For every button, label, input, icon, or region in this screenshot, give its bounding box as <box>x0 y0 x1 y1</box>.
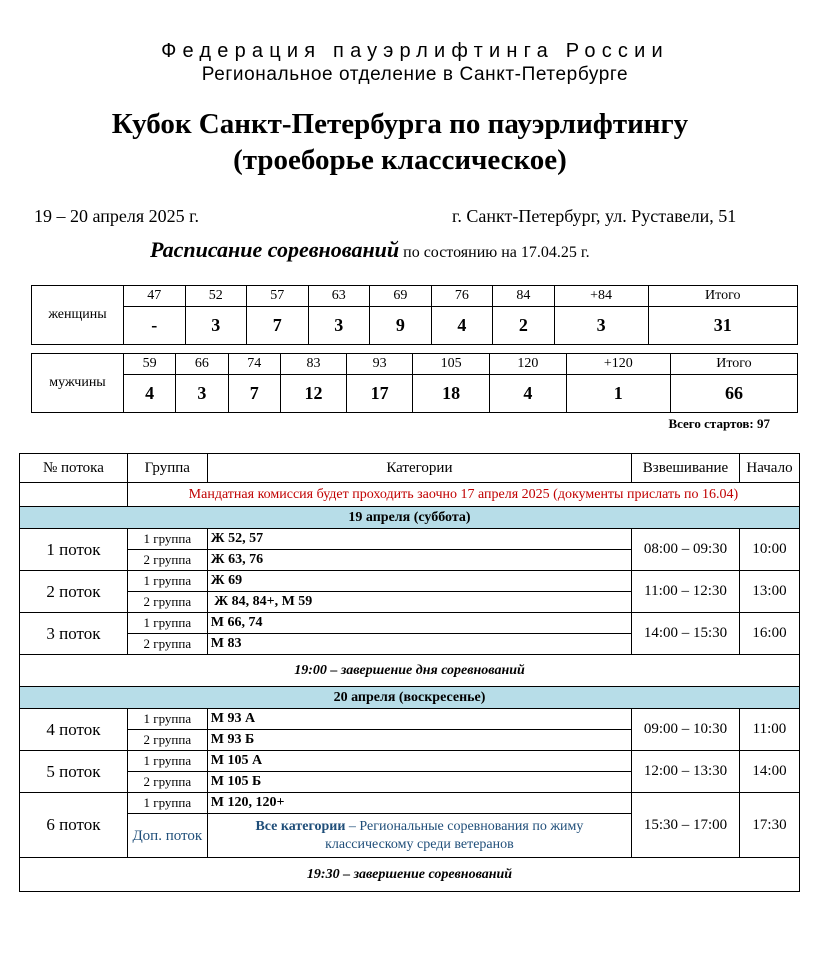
group-label: 2 группа <box>127 592 207 613</box>
categories-cell: М 93 Б <box>207 730 631 751</box>
men-cat: Итого <box>670 354 797 375</box>
day2-end: 19:30 – завершение соревнований <box>20 858 800 892</box>
header-categories: Категории <box>207 454 631 483</box>
extra-flow-label: Доп. поток <box>127 814 207 858</box>
women-label: женщины <box>32 286 124 345</box>
men-cat: 93 <box>347 354 413 375</box>
men-count: 3 <box>176 375 228 413</box>
extra-flow-all-categories: Все категории <box>255 818 346 834</box>
group-label: 1 группа <box>127 529 207 550</box>
regional-office: Региональное отделение в Санкт-Петербурге <box>201 64 629 85</box>
schedule-title: Расписание соревнований <box>150 237 400 262</box>
men-table <box>31 353 798 413</box>
page-title: Кубок Санкт-Петербурга по пауэрлифтингу <box>111 108 689 140</box>
group-label: 1 группа <box>127 613 207 634</box>
flow-name: 4 поток <box>20 709 128 751</box>
categories-cell: М 105 Б <box>207 772 631 793</box>
total-starts: Всего стартов: 97 <box>668 416 770 431</box>
day1-header: 19 апреля (суббота) <box>20 507 800 529</box>
start-time: 17:30 <box>739 793 799 858</box>
header-group: Группа <box>127 454 207 483</box>
group-label: 1 группа <box>127 709 207 730</box>
women-cat: +84 <box>554 286 648 307</box>
categories-cell: М 83 <box>207 634 631 655</box>
header-weighing: Взвешивание <box>632 454 740 483</box>
event-dates: 19 – 20 апреля 2025 г. <box>34 206 199 226</box>
categories-cell: Ж 69 <box>207 571 631 592</box>
weighing-time: 08:00 – 09:30 <box>632 529 740 571</box>
women-count: 3 <box>308 307 370 345</box>
women-count: 4 <box>431 307 493 345</box>
men-cat: 66 <box>176 354 228 375</box>
weighing-time: 14:00 – 15:30 <box>632 613 740 655</box>
extra-flow-description: – Региональные соревнования по жиму классическому среди ветеранов <box>325 818 584 852</box>
men-count: 4 <box>489 375 566 413</box>
men-cat: 59 <box>124 354 176 375</box>
day2-header: 20 апреля (воскресенье) <box>20 687 800 709</box>
group-label: 2 группа <box>127 730 207 751</box>
weighing-time: 15:30 – 17:00 <box>632 793 740 858</box>
start-time: 16:00 <box>739 613 799 655</box>
men-count: 18 <box>413 375 490 413</box>
mandate-notice: Мандатная комиссия будет проходить заочно 17 апреля 2025 (документы прислать по 16.04) <box>127 483 799 507</box>
day1-end: 19:00 – завершение дня соревнований <box>20 655 800 687</box>
men-count: 12 <box>280 375 346 413</box>
mandate-spacer <box>20 483 128 507</box>
men-cat: 120 <box>489 354 566 375</box>
women-cat: 47 <box>124 286 186 307</box>
page-subtitle: (троеборье классическое) <box>233 144 567 176</box>
schedule-table <box>19 453 800 892</box>
weighing-time: 12:00 – 13:30 <box>632 751 740 793</box>
women-cat: Итого <box>648 286 797 307</box>
men-count: 1 <box>566 375 670 413</box>
women-table <box>31 285 798 345</box>
flow-name: 6 поток <box>20 793 128 858</box>
women-count: 7 <box>247 307 309 345</box>
start-time: 13:00 <box>739 571 799 613</box>
men-count: 7 <box>228 375 280 413</box>
women-count: 9 <box>370 307 432 345</box>
women-count: 2 <box>493 307 555 345</box>
women-count: - <box>124 307 186 345</box>
women-count: 3 <box>554 307 648 345</box>
group-label: 1 группа <box>127 571 207 592</box>
extra-flow-categories <box>207 814 631 858</box>
start-time: 14:00 <box>739 751 799 793</box>
men-label: мужчины <box>32 354 124 413</box>
start-time: 11:00 <box>739 709 799 751</box>
group-label: 2 группа <box>127 634 207 655</box>
categories-cell: Ж 52, 57 <box>207 529 631 550</box>
flow-name: 1 поток <box>20 529 128 571</box>
categories-cell: Ж 84, 84+, М 59 <box>207 592 631 613</box>
header-flow: № потока <box>20 454 128 483</box>
categories-cell: Ж 63, 76 <box>207 550 631 571</box>
men-cat: +120 <box>566 354 670 375</box>
flow-name: 2 поток <box>20 571 128 613</box>
men-count: 4 <box>124 375 176 413</box>
group-label: 2 группа <box>127 772 207 793</box>
federation-name: Федерация пауэрлифтинга России <box>161 40 669 62</box>
schedule-status: по состоянию на 17.04.25 г. <box>399 244 590 261</box>
men-cat: 74 <box>228 354 280 375</box>
men-count: 17 <box>347 375 413 413</box>
women-cat: 57 <box>247 286 309 307</box>
women-cat: 69 <box>370 286 432 307</box>
group-label: 1 группа <box>127 793 207 814</box>
categories-cell: М 120, 120+ <box>207 793 631 814</box>
men-cat: 105 <box>413 354 490 375</box>
men-count: 66 <box>670 375 797 413</box>
categories-cell: М 105 А <box>207 751 631 772</box>
group-label: 2 группа <box>127 550 207 571</box>
header-start: Начало <box>739 454 799 483</box>
flow-name: 5 поток <box>20 751 128 793</box>
women-cat: 76 <box>431 286 493 307</box>
weighing-time: 11:00 – 12:30 <box>632 571 740 613</box>
women-count: 3 <box>185 307 247 345</box>
women-cat: 84 <box>493 286 555 307</box>
event-place: г. Санкт-Петербург, ул. Руставели, 51 <box>452 206 737 226</box>
categories-cell: М 66, 74 <box>207 613 631 634</box>
women-count: 31 <box>648 307 797 345</box>
schedule-heading <box>150 237 590 263</box>
women-cat: 63 <box>308 286 370 307</box>
men-cat: 83 <box>280 354 346 375</box>
start-time: 10:00 <box>739 529 799 571</box>
flow-name: 3 поток <box>20 613 128 655</box>
weighing-time: 09:00 – 10:30 <box>632 709 740 751</box>
categories-cell: М 93 А <box>207 709 631 730</box>
group-label: 1 группа <box>127 751 207 772</box>
women-cat: 52 <box>185 286 247 307</box>
